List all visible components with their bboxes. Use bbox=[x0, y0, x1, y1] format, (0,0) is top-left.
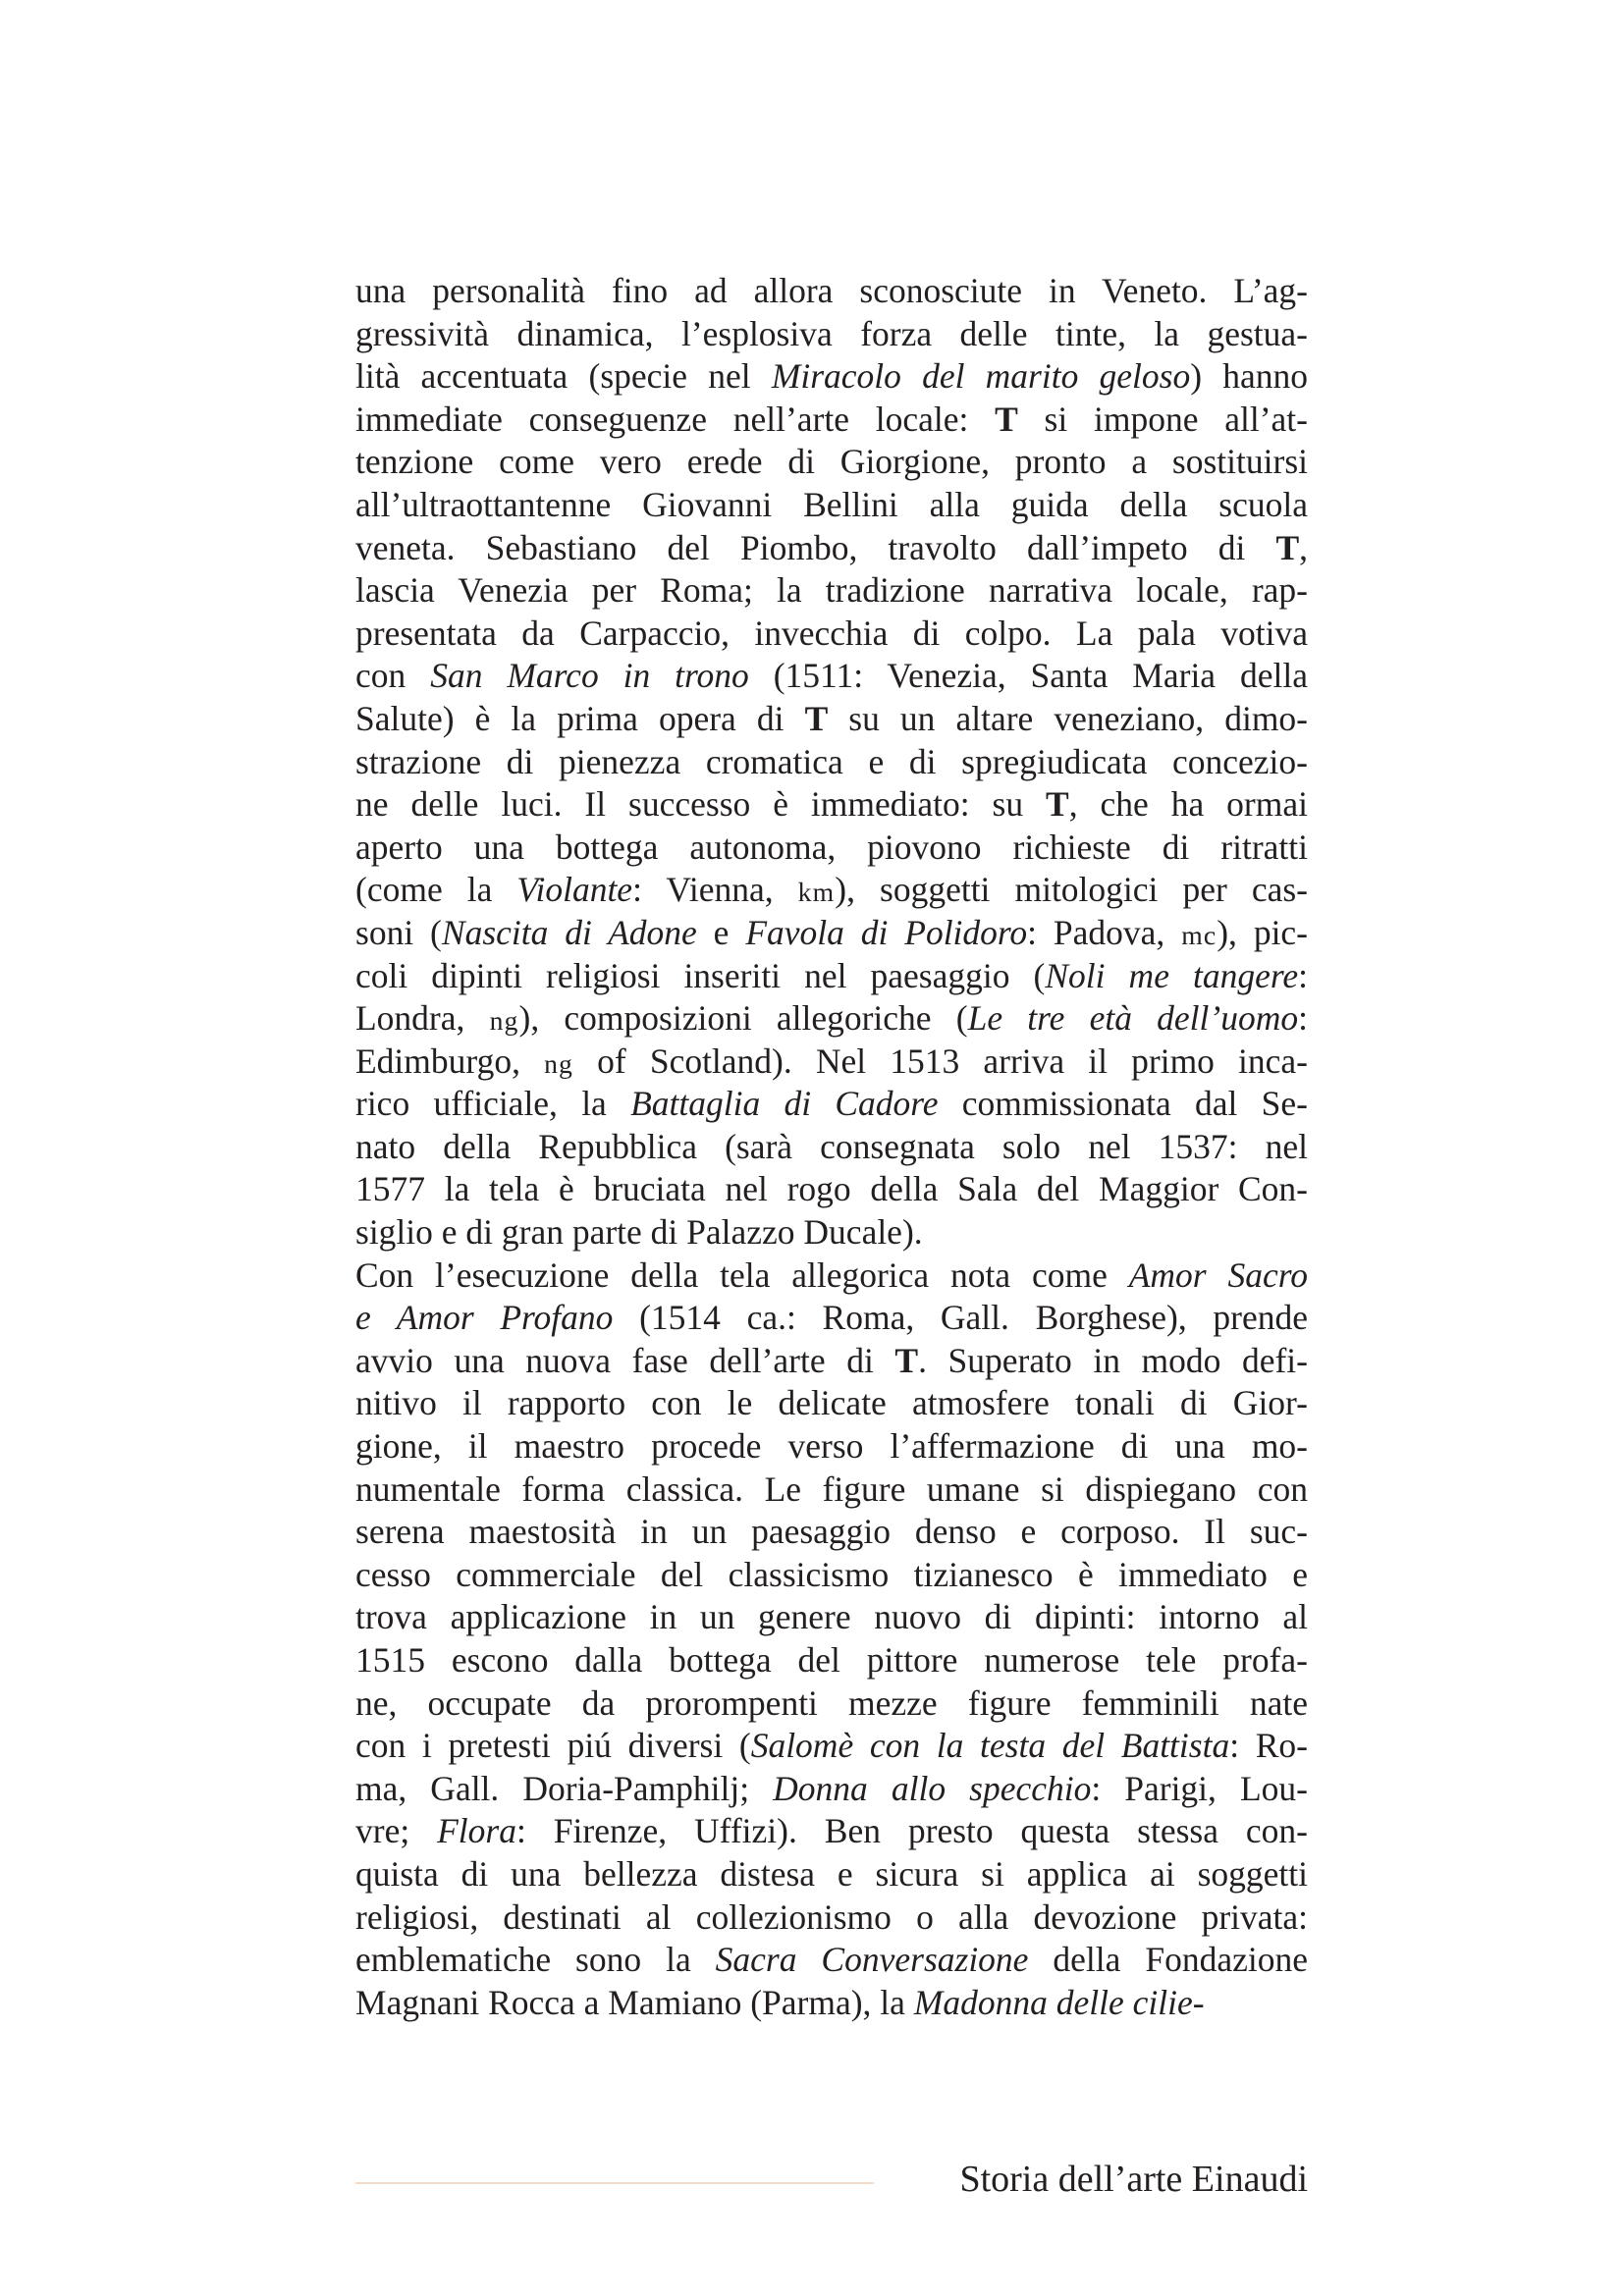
italic-title: Violante bbox=[516, 870, 633, 910]
text-line bbox=[355, 270, 1308, 313]
text-run: Salute) è la prima opera di bbox=[355, 698, 805, 738]
text-line bbox=[355, 1468, 1308, 1512]
text-run: lità accentuata (specie nel bbox=[355, 356, 772, 397]
italic-title: Le tre età dell’uomo bbox=[967, 998, 1299, 1039]
text-line bbox=[355, 355, 1308, 399]
text-line bbox=[355, 912, 1308, 955]
text-run: of Scotland). Nel 1513 arriva il primo inca- bbox=[573, 1041, 1308, 1081]
italic-title: Sacra Conversazione bbox=[715, 1940, 1029, 1980]
text-line bbox=[355, 1725, 1308, 1768]
text-run: vre; bbox=[355, 1811, 438, 1851]
text-run: . Superato in modo defi- bbox=[918, 1340, 1308, 1380]
text-run: (come la bbox=[355, 870, 517, 910]
text-run: immediate conseguenze nell’arte locale: bbox=[355, 399, 996, 439]
text-run: : Padova, bbox=[1027, 912, 1182, 952]
text-run: una personalità fino ad allora sconosciute in Veneto. L’ag- bbox=[355, 271, 1308, 310]
italic-title: Noli me tangere bbox=[1045, 955, 1299, 995]
text-run: su un altare veneziano, dimo- bbox=[828, 698, 1309, 738]
text-run: coli dipinti religiosi inseriti nel paesaggio ( bbox=[355, 955, 1046, 995]
text-run: Londra, bbox=[355, 998, 490, 1039]
italic-title: Nascita di Adone bbox=[441, 912, 697, 952]
italic-title: Favola di Polidoro bbox=[745, 912, 1028, 952]
italic-title: e Amor Profano bbox=[355, 1298, 614, 1338]
text-run: , bbox=[1299, 527, 1308, 567]
text-line bbox=[355, 1382, 1308, 1425]
text-line bbox=[355, 527, 1308, 570]
bold-initial: T bbox=[804, 698, 829, 738]
text-run: ) hanno bbox=[1190, 356, 1308, 397]
text-run: : bbox=[1298, 955, 1308, 995]
text-run: Magnani Rocca a Mamiano (Parma), la bbox=[355, 1982, 914, 2022]
text-run: quista di una bellezza distesa e sicura si applica ai soggetti bbox=[355, 1853, 1308, 1894]
text-line bbox=[355, 1939, 1308, 1982]
text-line bbox=[355, 1596, 1308, 1639]
text-line bbox=[355, 655, 1308, 698]
text-run: all’ultraottantenne Giovanni Bellini alla guida della scuola bbox=[355, 484, 1308, 524]
text-run: Edimburgo, bbox=[355, 1041, 545, 1081]
text-run: trova applicazione in un genere nuovo di dipinti: intorno al bbox=[355, 1597, 1308, 1637]
text-run: con bbox=[355, 656, 431, 696]
text-run: : Vienna, bbox=[632, 870, 798, 910]
text-line bbox=[355, 1425, 1308, 1468]
bold-initial: T bbox=[995, 399, 1018, 439]
italic-title: Madonna delle cilie- bbox=[913, 1982, 1205, 2022]
bold-initial: T bbox=[1046, 784, 1069, 825]
text-line bbox=[355, 869, 1308, 912]
text-run: con i pretesti piú diversi ( bbox=[355, 1726, 751, 1766]
text-run: gressività dinamica, l’esplosiva forza delle tinte, la gestua- bbox=[355, 313, 1308, 353]
text-line bbox=[355, 741, 1308, 784]
italic-title: Battaglia di Cadore bbox=[630, 1084, 939, 1124]
text-run: avvio una nuova fase dell’arte di bbox=[355, 1340, 895, 1380]
text-run: : bbox=[1298, 998, 1308, 1039]
text-run: ), composizioni allegoriche ( bbox=[518, 998, 968, 1039]
text-line bbox=[355, 1255, 1308, 1298]
text-run: siglio e di gran parte di Palazzo Ducale). bbox=[355, 1212, 923, 1253]
text-run: : Ro- bbox=[1229, 1726, 1308, 1766]
text-run: emblematiche sono la bbox=[355, 1940, 716, 1980]
text-line bbox=[355, 997, 1308, 1041]
text-line bbox=[355, 1511, 1308, 1554]
text-line bbox=[355, 783, 1308, 827]
text-line bbox=[355, 1554, 1308, 1597]
text-line bbox=[355, 1041, 1308, 1084]
body-text bbox=[355, 270, 1308, 2024]
text-run: gione, il maestro procede verso l’affermazione di una mo- bbox=[355, 1426, 1308, 1467]
text-line bbox=[355, 1982, 1308, 2025]
text-line bbox=[355, 1083, 1308, 1126]
text-line bbox=[355, 1126, 1308, 1169]
text-line bbox=[355, 1853, 1308, 1896]
text-run: , che ha ormai bbox=[1068, 784, 1308, 825]
text-run: nato della Repubblica (sarà consegnata solo nel 1537: nel bbox=[355, 1126, 1308, 1166]
italic-title: San Marco in trono bbox=[430, 656, 749, 696]
text-run: (1514 ca.: Roma, Gall. Borghese), prende bbox=[613, 1298, 1308, 1338]
text-run: aperto una bottega autonoma, piovono richieste di ritratti bbox=[355, 827, 1308, 867]
text-line bbox=[355, 313, 1308, 356]
text-line bbox=[355, 1896, 1308, 1940]
text-line bbox=[355, 1297, 1308, 1340]
text-run: serena maestosità in un paesaggio denso e corposo. Il suc- bbox=[355, 1512, 1308, 1552]
text-line bbox=[355, 484, 1308, 527]
footer-title: Storia dell’arte Einaudi bbox=[959, 2159, 1308, 2200]
text-run: : Parigi, Lou- bbox=[1091, 1768, 1308, 1808]
text-line bbox=[355, 613, 1308, 656]
text-line bbox=[355, 1211, 1308, 1255]
text-run: ), soggetti mitologici per cas- bbox=[835, 870, 1308, 910]
text-run: numentale forma classica. Le figure umane si dispiegano con bbox=[355, 1468, 1308, 1509]
text-run: della Fondazione bbox=[1028, 1940, 1308, 1980]
text-run: 1515 escono dalla bottega del pittore numerose tele profa- bbox=[355, 1640, 1308, 1680]
text-line bbox=[355, 399, 1308, 442]
small-caps-abbr: ng bbox=[489, 1005, 519, 1037]
bold-initial: T bbox=[894, 1340, 919, 1380]
text-line bbox=[355, 827, 1308, 870]
italic-title: Miracolo del marito geloso bbox=[771, 356, 1191, 397]
text-line bbox=[355, 1682, 1308, 1726]
text-run: 1577 la tela è bruciata nel rogo della Sala del Maggior Con- bbox=[355, 1169, 1308, 1209]
italic-title: Salomè con la testa del Battista bbox=[750, 1726, 1230, 1766]
text-run: strazione di pienezza cromatica e di spregiudicata concezio- bbox=[355, 741, 1308, 781]
footer-rule bbox=[355, 2182, 874, 2184]
small-caps-abbr: km bbox=[797, 877, 836, 908]
italic-title: Flora bbox=[437, 1811, 516, 1851]
italic-title: Amor Sacro bbox=[1128, 1255, 1308, 1295]
text-run: tenzione come vero erede di Giorgione, pronto a sostituirsi bbox=[355, 442, 1308, 482]
text-run: nitivo il rapporto con le delicate atmosfere tonali di Gior- bbox=[355, 1383, 1308, 1423]
text-run: Con l’esecuzione della tela allegorica nota come bbox=[355, 1255, 1129, 1295]
text-run: lascia Venezia per Roma; la tradizione narrativa locale, rap- bbox=[355, 570, 1308, 611]
italic-title: Donna allo specchio bbox=[773, 1768, 1092, 1808]
small-caps-abbr: ng bbox=[544, 1047, 573, 1079]
text-line bbox=[355, 441, 1308, 484]
text-line bbox=[355, 1768, 1308, 1811]
text-line bbox=[355, 1340, 1308, 1383]
bold-initial: T bbox=[1275, 527, 1300, 567]
text-run: rico ufficiale, la bbox=[355, 1084, 631, 1124]
text-line bbox=[355, 955, 1308, 998]
text-line bbox=[355, 1810, 1308, 1853]
text-run: ), pic- bbox=[1217, 912, 1309, 952]
text-run: soni ( bbox=[355, 912, 442, 952]
text-run: cesso commerciale del classicismo tizianesco è immediato e bbox=[355, 1554, 1308, 1594]
text-run: e bbox=[696, 912, 746, 952]
text-run: (1511: Venezia, Santa Maria della bbox=[748, 656, 1308, 696]
text-run: veneta. Sebastiano del Piombo, travolto dall’impeto di bbox=[355, 527, 1276, 567]
text-run: : Firenze, Uffizi). Ben presto questa stessa con- bbox=[516, 1811, 1308, 1851]
text-run: ne delle luci. Il successo è immediato: su bbox=[355, 784, 1047, 825]
small-caps-abbr: mc bbox=[1181, 919, 1217, 950]
text-line bbox=[355, 569, 1308, 613]
text-run: commissionata dal Se- bbox=[938, 1084, 1308, 1124]
text-run: religiosi, destinati al collezionismo o alla devozione privata: bbox=[355, 1896, 1308, 1937]
text-line bbox=[355, 1639, 1308, 1682]
text-run: presentata da Carpaccio, invecchia di colpo. La pala votiva bbox=[355, 613, 1308, 653]
text-run: ne, occupate da prorompenti mezze figure femminili nate bbox=[355, 1682, 1308, 1723]
text-line bbox=[355, 698, 1308, 741]
text-run: ma, Gall. Doria-Pamphilj; bbox=[355, 1768, 774, 1808]
text-line bbox=[355, 1168, 1308, 1211]
text-run: si impone all’at- bbox=[1017, 399, 1308, 439]
